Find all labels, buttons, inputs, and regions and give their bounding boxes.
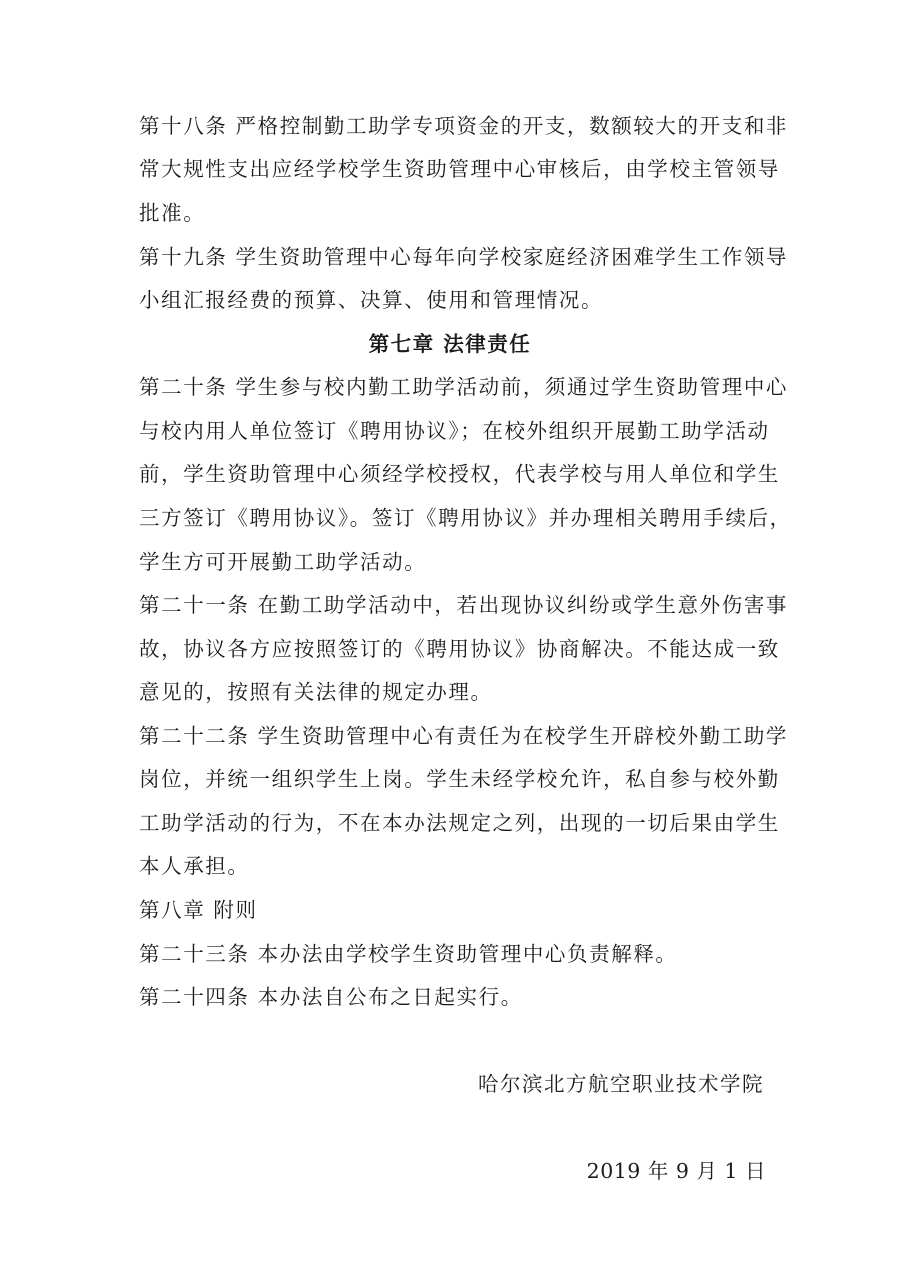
article-19-line-2: 小组汇报经费的预算、决算、使用和管理情况。	[139, 288, 604, 312]
article-18-line-3: 批准。	[139, 201, 206, 225]
article-22-line-3: 工助学活动的行为，不在本办法规定之列，出现的一切后果由学生	[139, 811, 780, 835]
article-21-line-3: 意见的，按照有关法律的规定办理。	[139, 680, 493, 704]
article-20-line-2: 与校内用人单位签订《聘用协议》；在校外组织开展勤工助学活动	[139, 419, 770, 443]
signature-date: 2019 年 9 月 1 日	[586, 1159, 766, 1183]
signature-institution: 哈尔滨北方航空职业技术学院	[478, 1072, 764, 1096]
article-24: 第二十四条 本办法自公布之日起实行。	[139, 985, 523, 1009]
article-21-line-1: 第二十一条 在勤工助学活动中，若出现协议纠纷或学生意外伤害事	[139, 593, 789, 617]
article-23: 第二十三条 本办法由学校学生资助管理中心负责解释。	[139, 942, 678, 966]
article-22-line-4: 本人承担。	[139, 854, 250, 878]
article-18-line-2: 常大规性支出应经学校学生资助管理中心审核后，由学校主管领导	[139, 157, 780, 181]
chapter-7-heading: 第七章 法律责任	[368, 332, 532, 356]
article-22-line-2: 岗位，并统一组织学生上岗。学生未经学校允许，私自参与校外勤	[139, 767, 780, 791]
article-20-line-3: 前，学生资助管理中心须经学校授权，代表学校与用人单位和学生	[139, 462, 780, 486]
article-20-line-1: 第二十条 学生参与校内勤工助学活动前，须通过学生资助管理中心	[139, 375, 789, 399]
article-21-line-2: 故，协议各方应按照签订的《聘用协议》协商解决。不能达成一致	[139, 637, 780, 661]
chapter-8-heading: 第八章 附则	[139, 898, 258, 922]
article-22-line-1: 第二十二条 学生资助管理中心有责任为在校学生开辟校外勤工助学	[139, 724, 789, 748]
article-20-line-5: 学生方可开展勤工助学活动。	[139, 550, 427, 574]
article-20-line-4: 三方签订《聘用协议》。签订《聘用协议》并办理相关聘用手续后，	[139, 506, 792, 530]
article-18-line-1: 第十八条 严格控制勤工助学专项资金的开支，数额较大的开支和非	[139, 114, 789, 138]
article-19-line-1: 第十九条 学生资助管理中心每年向学校家庭经济困难学生工作领导	[139, 245, 789, 269]
